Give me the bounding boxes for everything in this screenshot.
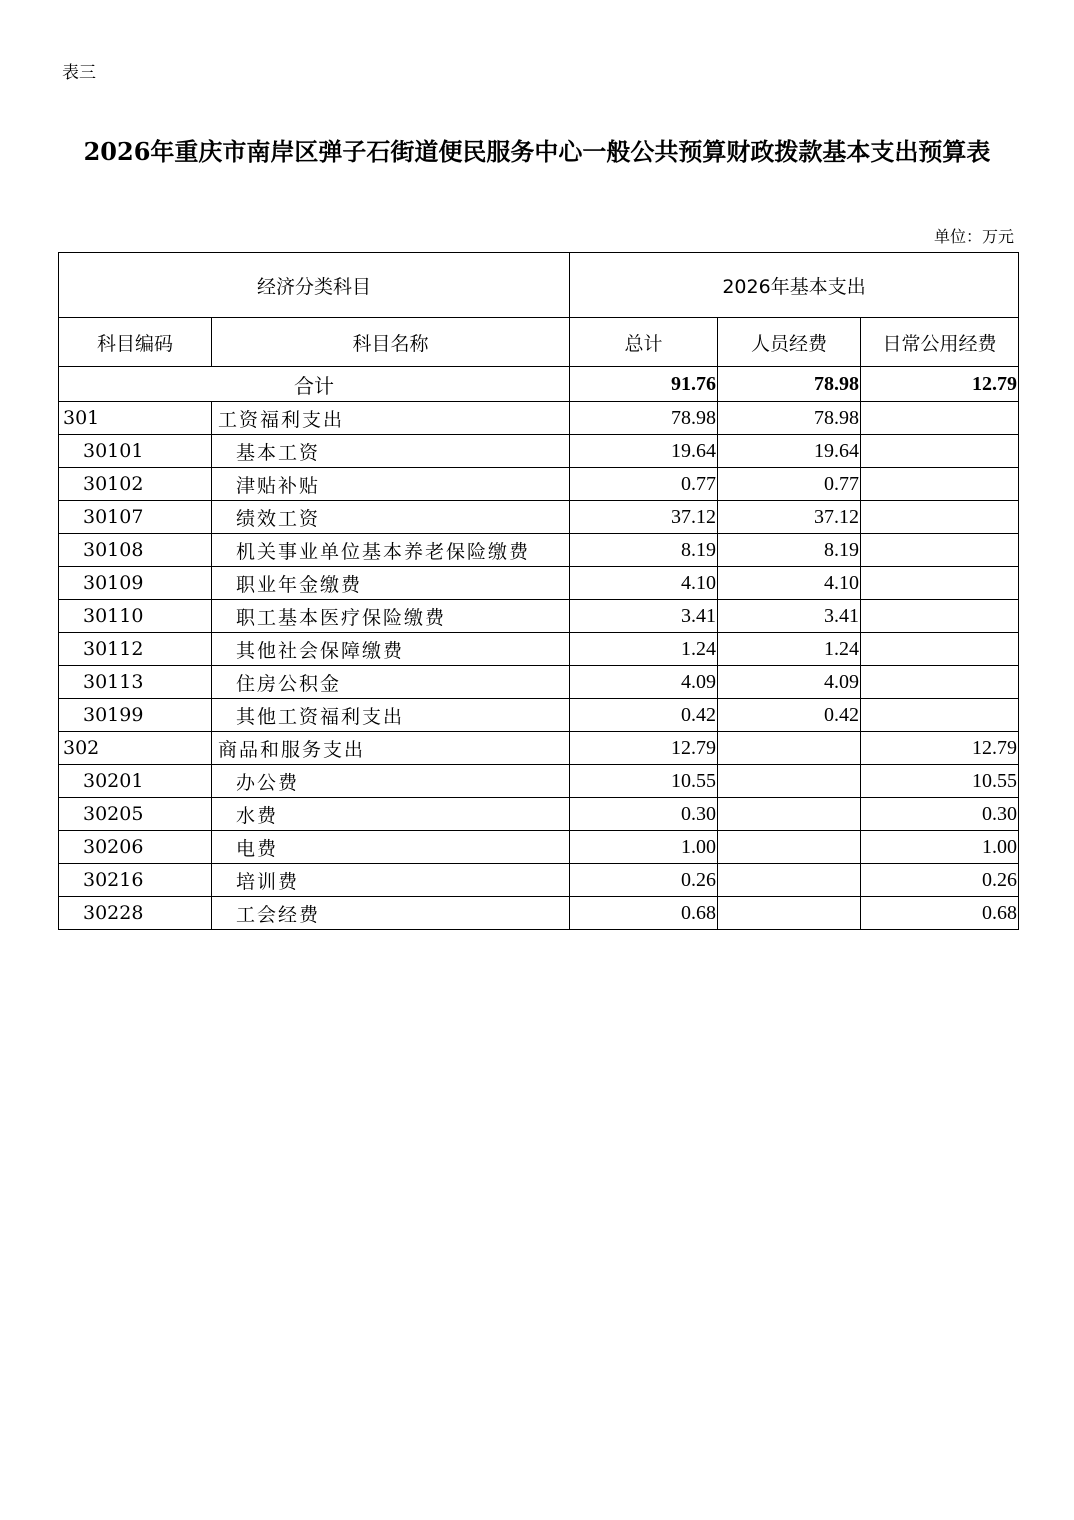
row-public: 0.68 <box>861 897 1019 930</box>
row-code: 30107 <box>59 501 212 534</box>
total-sum: 91.76 <box>570 367 718 402</box>
row-code: 301 <box>59 402 212 435</box>
row-name: 其他社会保障缴费 <box>212 633 570 666</box>
row-total: 0.68 <box>570 897 718 930</box>
row-public <box>861 699 1019 732</box>
header-public: 日常公用经费 <box>861 318 1019 367</box>
budget-table <box>58 252 1019 930</box>
table-row <box>59 831 1019 864</box>
row-code: 30113 <box>59 666 212 699</box>
row-public <box>861 567 1019 600</box>
row-name: 机关事业单位基本养老保险缴费 <box>212 534 570 567</box>
row-public <box>861 402 1019 435</box>
row-public <box>861 501 1019 534</box>
table-row <box>59 699 1019 732</box>
header-total: 总计 <box>570 318 718 367</box>
table-row <box>59 468 1019 501</box>
table-row <box>59 666 1019 699</box>
row-personnel: 3.41 <box>718 600 861 633</box>
row-personnel: 4.10 <box>718 567 861 600</box>
row-code: 30108 <box>59 534 212 567</box>
total-personnel: 78.98 <box>718 367 861 402</box>
table-row <box>59 798 1019 831</box>
row-name: 工会经费 <box>212 897 570 930</box>
total-label: 合计 <box>59 367 570 402</box>
row-name: 电费 <box>212 831 570 864</box>
row-public <box>861 633 1019 666</box>
row-total: 19.64 <box>570 435 718 468</box>
header-code: 科目编码 <box>59 318 212 367</box>
row-name: 住房公积金 <box>212 666 570 699</box>
row-code: 30206 <box>59 831 212 864</box>
row-personnel: 78.98 <box>718 402 861 435</box>
row-name: 工资福利支出 <box>212 402 570 435</box>
table-row <box>59 600 1019 633</box>
row-code: 30216 <box>59 864 212 897</box>
row-public: 1.00 <box>861 831 1019 864</box>
row-total: 4.10 <box>570 567 718 600</box>
row-public <box>861 468 1019 501</box>
table-row <box>59 864 1019 897</box>
row-public: 10.55 <box>861 765 1019 798</box>
row-public: 12.79 <box>861 732 1019 765</box>
table-row <box>59 435 1019 468</box>
row-name: 绩效工资 <box>212 501 570 534</box>
row-name: 其他工资福利支出 <box>212 699 570 732</box>
total-public: 12.79 <box>861 367 1019 402</box>
row-personnel: 37.12 <box>718 501 861 534</box>
row-personnel <box>718 864 861 897</box>
row-total: 0.77 <box>570 468 718 501</box>
row-code: 30199 <box>59 699 212 732</box>
row-code: 30109 <box>59 567 212 600</box>
row-total: 37.12 <box>570 501 718 534</box>
row-total: 4.09 <box>570 666 718 699</box>
row-personnel: 4.09 <box>718 666 861 699</box>
total-row <box>59 367 1019 402</box>
row-total: 0.26 <box>570 864 718 897</box>
row-name: 职工基本医疗保险缴费 <box>212 600 570 633</box>
row-personnel: 0.77 <box>718 468 861 501</box>
unit-label: 单位：万元 <box>933 227 1014 246</box>
row-public <box>861 435 1019 468</box>
row-code: 302 <box>59 732 212 765</box>
header-row-1 <box>59 253 1019 318</box>
header-name: 科目名称 <box>212 318 570 367</box>
row-personnel <box>718 732 861 765</box>
row-code: 30228 <box>59 897 212 930</box>
table-row <box>59 732 1019 765</box>
row-name: 商品和服务支出 <box>212 732 570 765</box>
table-row <box>59 402 1019 435</box>
row-total: 1.24 <box>570 633 718 666</box>
row-personnel <box>718 798 861 831</box>
row-code: 30112 <box>59 633 212 666</box>
row-total: 0.30 <box>570 798 718 831</box>
row-name: 水费 <box>212 798 570 831</box>
row-public <box>861 534 1019 567</box>
page-title: 2026年重庆市南岸区弹子石街道便民服务中心一般公共预算财政拨款基本支出预算表 <box>83 137 991 166</box>
table-tag: 表三 <box>62 63 96 83</box>
row-name: 津贴补贴 <box>212 468 570 501</box>
row-personnel <box>718 831 861 864</box>
row-name: 培训费 <box>212 864 570 897</box>
row-personnel <box>718 765 861 798</box>
row-code: 30201 <box>59 765 212 798</box>
row-public <box>861 666 1019 699</box>
row-personnel: 19.64 <box>718 435 861 468</box>
table-row <box>59 501 1019 534</box>
table-row <box>59 534 1019 567</box>
table-row <box>59 897 1019 930</box>
row-public: 0.26 <box>861 864 1019 897</box>
row-name: 办公费 <box>212 765 570 798</box>
row-code: 30101 <box>59 435 212 468</box>
row-code: 30102 <box>59 468 212 501</box>
row-total: 1.00 <box>570 831 718 864</box>
row-total: 0.42 <box>570 699 718 732</box>
row-personnel: 8.19 <box>718 534 861 567</box>
row-name: 基本工资 <box>212 435 570 468</box>
row-public: 0.30 <box>861 798 1019 831</box>
row-total: 3.41 <box>570 600 718 633</box>
row-personnel: 0.42 <box>718 699 861 732</box>
row-name: 职业年金缴费 <box>212 567 570 600</box>
table-row <box>59 567 1019 600</box>
table-row <box>59 633 1019 666</box>
header-personnel: 人员经费 <box>718 318 861 367</box>
row-personnel: 1.24 <box>718 633 861 666</box>
row-public <box>861 600 1019 633</box>
row-total: 10.55 <box>570 765 718 798</box>
row-code: 30205 <box>59 798 212 831</box>
row-total: 12.79 <box>570 732 718 765</box>
row-total: 8.19 <box>570 534 718 567</box>
header-row-2 <box>59 318 1019 367</box>
row-personnel <box>718 897 861 930</box>
header-classification: 经济分类科目 <box>59 253 570 318</box>
table-row <box>59 765 1019 798</box>
header-basic-expense: 2026年基本支出 <box>570 253 1019 318</box>
row-total: 78.98 <box>570 402 718 435</box>
row-code: 30110 <box>59 600 212 633</box>
